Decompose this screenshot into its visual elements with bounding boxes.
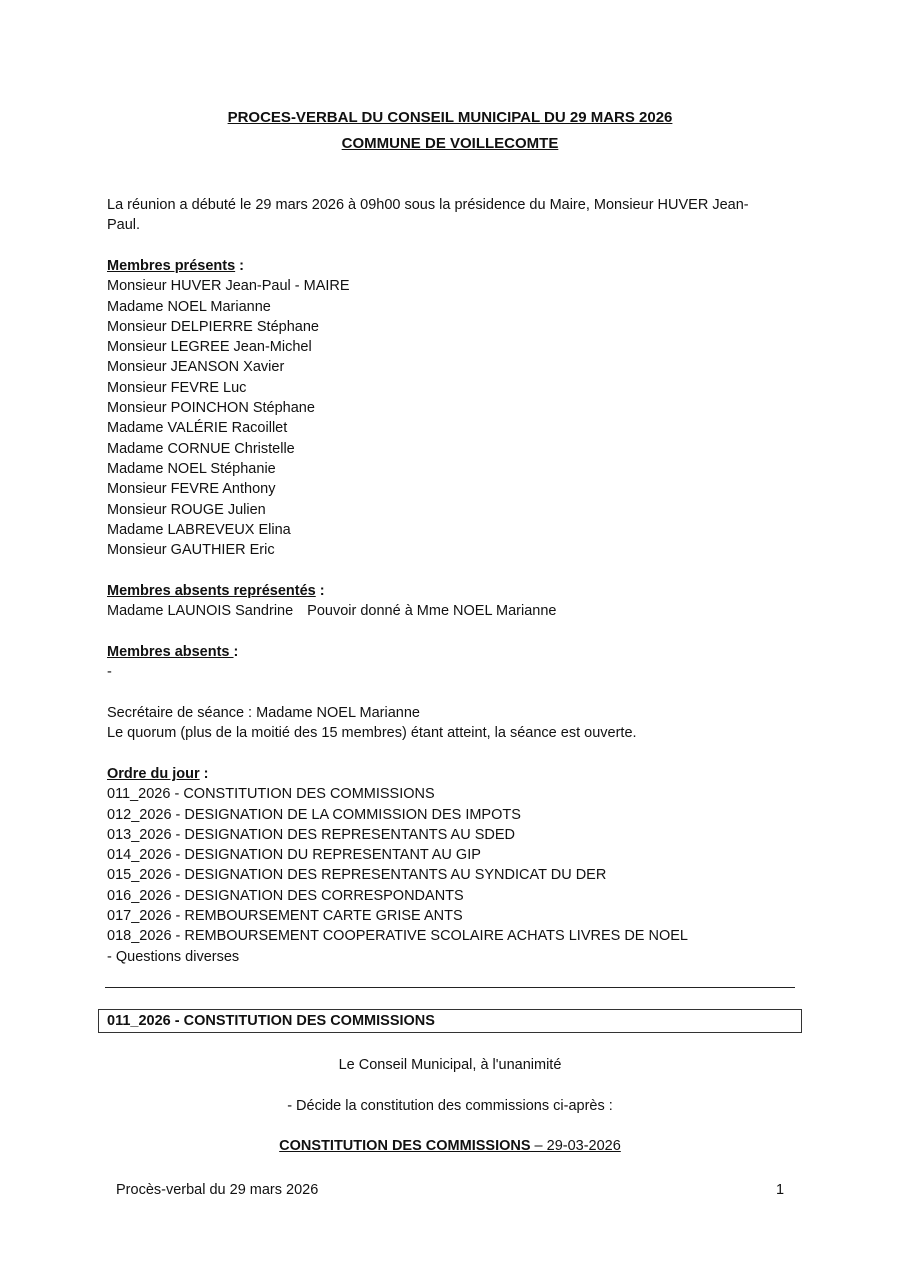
footer-text: Procès-verbal du 29 mars 2026 [116, 1182, 319, 1198]
member-item: Monsieur GAUTHIER Eric [107, 542, 275, 559]
member-item: Madame LABREVEUX Elina [107, 521, 291, 538]
agenda-item: 013_2026 - DESIGNATION DES REPRESENTANTS AU SDED [107, 826, 516, 843]
heading-colon: : [315, 583, 325, 599]
member-item: Madame VALÉRIE Racoillet [107, 420, 288, 437]
present-members-section [107, 256, 787, 560]
subtitle-text: CONSTITUTION DES COMMISSIONS [279, 1138, 531, 1154]
section-heading-box: 011_2026 - CONSTITUTION DES COMMISSIONS [98, 1009, 802, 1033]
member-item: Monsieur FEVRE Luc [107, 379, 247, 396]
absent-heading: Membres absents [107, 644, 234, 660]
heading-colon: : [233, 644, 239, 660]
page-number: 1 [776, 1182, 785, 1198]
agenda-item: 018_2026 - REMBOURSEMENT COOPERATIVE SCOLAIRE ACHATS LIVRES DE NOEL [107, 928, 688, 945]
document-title: PROCES-VERBAL DU CONSEIL MUNICIPAL DU 29 MARS 2026 [227, 109, 673, 126]
heading-colon: : [199, 766, 209, 782]
member-item: Madame CORNUE Christelle [107, 440, 295, 457]
quorum-line: Le quorum (plus de la moitié des 15 membres) étant atteint, la séance est ouverte. [107, 725, 637, 742]
represented-member-line [107, 601, 787, 621]
member-item: Madame NOEL Stéphanie [107, 460, 276, 477]
absent-members-section [107, 642, 787, 683]
agenda-item: 011_2026 - CONSTITUTION DES COMMISSIONS [107, 786, 435, 803]
member-item: Monsieur HUVER Jean-Paul - MAIRE [107, 278, 350, 295]
agenda-item: 017_2026 - REMBOURSEMENT CARTE GRISE ANTS [107, 908, 463, 925]
present-heading: Membres présents [107, 258, 236, 274]
member-item: Monsieur ROUGE Julien [107, 501, 266, 518]
member-item: Monsieur JEANSON Xavier [107, 359, 285, 376]
absent-heading-line [107, 642, 787, 662]
represented-heading-line [107, 581, 787, 601]
intro-paragraph [107, 195, 787, 236]
commissions-subtitle [0, 1136, 900, 1156]
member-item: Monsieur POINCHON Stéphane [107, 400, 315, 417]
proxy-text: Pouvoir donné à Mme NOEL Marianne [307, 603, 557, 620]
agenda-heading: Ordre du jour [107, 766, 200, 782]
absent-value: - [107, 664, 112, 681]
member-item: Monsieur FEVRE Anthony [107, 481, 276, 498]
session-info [107, 703, 787, 744]
agenda-item: 012_2026 - DESIGNATION DE LA COMMISSION DES IMPOTS [107, 806, 521, 823]
agenda-item: - Questions diverses [107, 948, 240, 965]
represented-members-section [107, 581, 787, 622]
heading-colon: : [235, 258, 244, 274]
council-statement: Le Conseil Municipal, à l'unanimité [338, 1057, 562, 1073]
member-item: Monsieur LEGREE Jean-Michel [107, 339, 312, 356]
member-item: Monsieur DELPIERRE Stéphane [107, 318, 319, 335]
decision-statement: - Décide la constitution des commissions ci-après : [287, 1098, 613, 1114]
section-divider [105, 987, 795, 988]
secretary-line: Secrétaire de séance : Madame NOEL Marianne [107, 705, 420, 721]
intro-line: Paul. [107, 217, 141, 234]
agenda-heading-line [107, 764, 787, 784]
commune-title: COMMUNE DE VOILLECOMTE [341, 135, 559, 152]
subtitle-date: – 29-03-2026 [530, 1138, 621, 1154]
represented-member: Madame LAUNOIS Sandrine [107, 603, 294, 620]
agenda-section [107, 764, 787, 967]
present-heading-line [107, 256, 787, 276]
agenda-item: 015_2026 - DESIGNATION DES REPRESENTANTS AU SYNDICAT DU DER [107, 867, 607, 884]
member-item: Madame NOEL Marianne [107, 298, 271, 315]
agenda-item: 016_2026 - DESIGNATION DES CORRESPONDANTS [107, 887, 464, 904]
intro-line: La réunion a débuté le 29 mars 2026 à 09h00 sous la présidence du Maire, Monsieur HUVER Jean- [107, 197, 749, 213]
represented-heading: Membres absents représentés [107, 583, 316, 599]
agenda-item: 014_2026 - DESIGNATION DU REPRESENTANT AU GIP [107, 847, 481, 864]
